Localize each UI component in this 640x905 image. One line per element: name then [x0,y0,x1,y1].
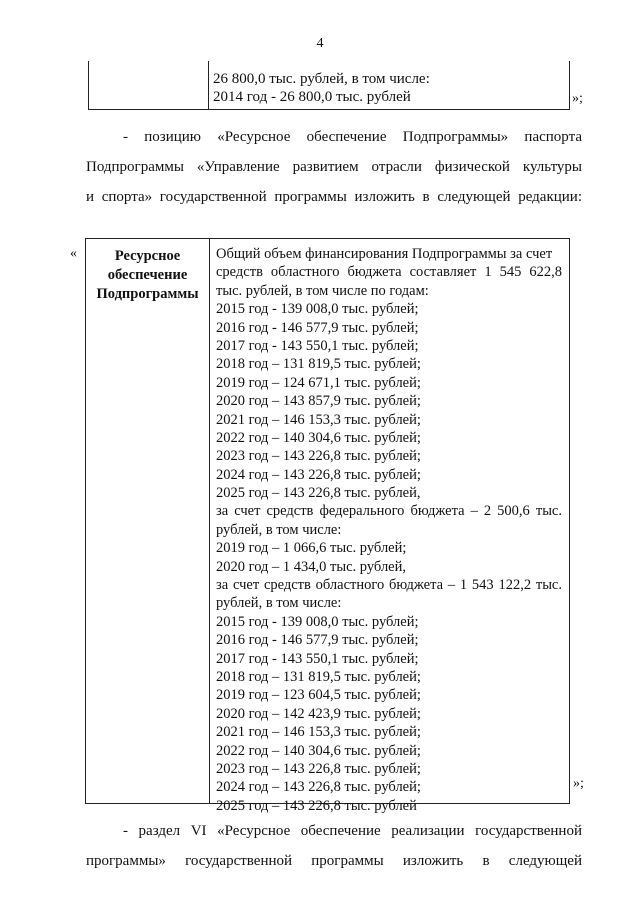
body-line: Общий объем финансирования Подпрограммы за счет [216,246,553,262]
table-header-cell [86,247,209,304]
top-table-fragment [88,61,570,110]
opening-quote-mark: « [70,246,77,261]
paragraph-line: и спорта» государственной программы изложить в следующей редакции: [86,189,582,205]
body-line: 2015 год - 139 008,0 тыс. рублей; [216,301,419,318]
body-line: 2023 год – 143 226,8 тыс. рублей; [216,760,421,777]
body-line: 2016 год - 146 577,9 тыс. рублей; [216,632,419,649]
body-line: 2018 год – 131 819,5 тыс. рублей; [216,668,421,685]
body-line: 2019 год – 124 671,1 тыс. рублей; [216,374,421,391]
body-line: 2022 год – 140 304,6 тыс. рублей; [216,742,421,759]
instruction-paragraph-2 [86,816,582,876]
body-line: 2019 год – 123 604,5 тыс. рублей; [216,687,421,704]
body-line: 2015 год - 139 008,0 тыс. рублей; [216,613,419,630]
body-line: 2020 год – 143 857,9 тыс. рублей; [216,393,421,410]
top-table-cell [213,70,430,106]
header-line: обеспечение [107,267,188,283]
paragraph-line: - раздел VI «Ресурсное обеспечение реализации государственной [123,823,582,839]
instruction-paragraph-1 [86,122,582,212]
page-number: 4 [316,36,324,51]
body-line: тыс. рублей, в том числе по годам: [216,282,429,299]
body-line: 2025 год – 143 226,8 тыс. рублей, [216,485,421,502]
body-line: 2024 год – 143 226,8 тыс. рублей; [216,466,421,483]
body-line: рублей, в том числе: [216,521,342,538]
body-line: 2017 год - 143 550,1 тыс. рублей; [216,650,419,667]
body-line: 2016 год - 146 577,9 тыс. рублей; [216,319,419,336]
table-column-divider [209,239,210,803]
paragraph-line: программы» государственной программы изложить в следующей [86,853,582,869]
paragraph-line: Подпрограммы «Управление развитием отрасли физической культуры [86,159,582,175]
closing-quote-mark: »; [572,91,583,106]
top-table-line: 26 800,0 тыс. рублей, в том числе: [213,71,430,87]
body-line: 2020 год – 1 434,0 тыс. рублей, [216,558,407,575]
body-line: за счет средств федерального бюджета – 2 500,6 тыс. [216,503,562,520]
body-line: 2022 год – 140 304,6 тыс. рублей; [216,429,421,446]
body-line: 2023 год – 143 226,8 тыс. рублей; [216,448,421,465]
body-line: 2025 год – 143 226,8 тыс. рублей [216,797,417,814]
body-line: средств областного бюджета составляет 1 545 622,8 [216,264,562,281]
body-line: 2020 год – 142 423,9 тыс. рублей; [216,705,421,722]
body-line: 2021 год – 146 153,3 тыс. рублей; [216,724,421,741]
resource-table [85,238,570,814]
body-line: 2018 год – 131 819,5 тыс. рублей; [216,356,421,373]
closing-quote-mark: »; [573,776,584,791]
table-body-cell [216,245,562,815]
header-line: Подпрограммы [96,286,199,302]
table-column-divider [208,61,209,109]
header-line: Ресурсное [114,248,181,264]
body-line: рублей, в том числе: [216,595,342,612]
body-line: 2021 год – 146 153,3 тыс. рублей; [216,411,421,428]
body-line: 2024 год – 143 226,8 тыс. рублей; [216,779,421,796]
body-line: 2017 год - 143 550,1 тыс. рублей; [216,337,419,354]
paragraph-line: - позицию «Ресурсное обеспечение Подпрограммы» паспорта [123,129,582,145]
body-line: за счет средств областного бюджета – 1 543 122,2 тыс. [216,577,562,594]
body-line: 2019 год – 1 066,6 тыс. рублей; [216,540,407,557]
top-table-line: 2014 год - 26 800,0 тыс. рублей [213,89,411,105]
